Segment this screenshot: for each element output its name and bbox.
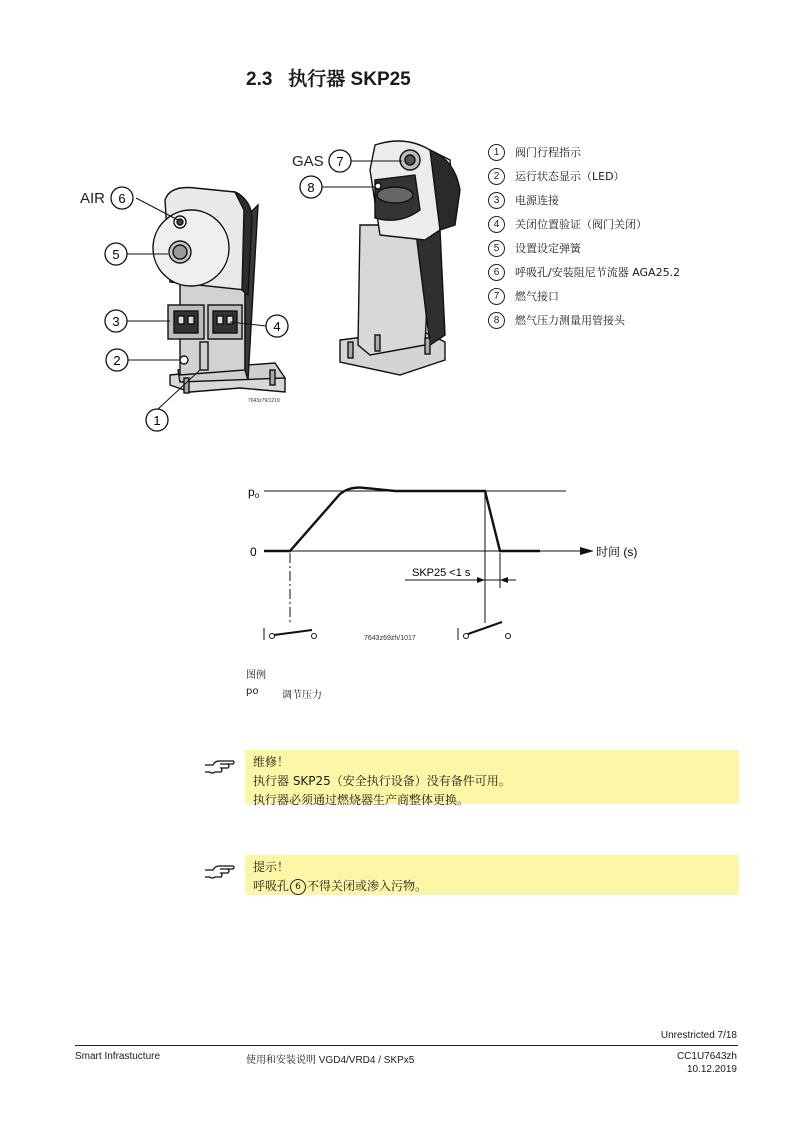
svg-text:1: 1 — [153, 413, 161, 428]
callout-1 — [146, 409, 168, 431]
pointing-hand-icon — [203, 862, 237, 882]
callout-5 — [105, 243, 127, 265]
key-heading: 图例 — [246, 670, 266, 681]
section-heading: 执行器 SKP25 — [288, 69, 411, 90]
legend-number: 6 — [488, 264, 505, 281]
legend-number: 8 — [488, 312, 505, 329]
note-maintenance-line: 执行器 SKP25（安全执行设备）没有备件可用。 — [253, 774, 511, 788]
callout-2 — [106, 349, 128, 371]
footer-doc-title: 使用和安装说明 VGD4/VRD4 / SKPx5 — [246, 1055, 415, 1066]
note-maintenance — [245, 750, 739, 807]
legend-item: 8 燃气压力测量用管接头 — [488, 308, 778, 332]
figure-code: 7643z79/1219 — [248, 398, 280, 404]
key-definition: 调节压力 — [282, 690, 322, 701]
x-axis-label: 时间 (s) — [596, 545, 638, 559]
y-top-label: po — [248, 485, 260, 500]
callout-6 — [80, 187, 133, 209]
legend-item: 5 设置设定弹簧 — [488, 236, 778, 260]
svg-text:3: 3 — [112, 314, 120, 329]
switch-closed-symbol — [264, 628, 317, 640]
diagram-code: 7643z69zh/1017 — [364, 635, 416, 642]
note-maintenance-title: 维修！ — [253, 755, 290, 769]
closing-time-annotation: SKP25 <1 s — [412, 567, 471, 579]
legend-item: 4 关闭位置验证（阀门关闭） — [488, 212, 778, 236]
footer-classification: Unrestricted 7/18 — [660, 1030, 737, 1041]
actuator-figure — [70, 130, 470, 440]
air-label: AIR — [80, 190, 106, 207]
note-hint — [245, 855, 739, 895]
key-term: po — [246, 686, 259, 697]
actuator-right-drawing — [340, 141, 460, 375]
legend-number: 3 — [488, 192, 505, 209]
legend-list — [488, 140, 778, 332]
callout-7 — [292, 150, 351, 172]
legend-item: 7 燃气接口 — [488, 284, 778, 308]
note-maintenance-line: 执行器必须通过燃烧器生产商整体更换。 — [253, 793, 470, 807]
callout-4 — [266, 315, 288, 337]
svg-text:5: 5 — [112, 247, 120, 262]
time-axis-arrow — [580, 547, 594, 555]
footer-date: 10.12.2019 — [686, 1064, 737, 1075]
note-hint-title: 提示！ — [253, 860, 290, 874]
pressure-curve — [264, 488, 540, 551]
actuator-left-drawing — [153, 188, 285, 394]
legend-number: 4 — [488, 216, 505, 233]
note-hint-line: 呼吸孔 6 不得关闭或渗入污物。 — [253, 879, 428, 893]
svg-text:7: 7 — [336, 154, 344, 169]
section-number: 2.3 — [246, 69, 273, 90]
legend-number: 5 — [488, 240, 505, 257]
svg-text:2: 2 — [113, 353, 121, 368]
legend-number: 1 — [488, 144, 505, 161]
legend-item: 3 电源连接 — [488, 188, 778, 212]
switch-open-symbol — [458, 622, 511, 640]
pointing-hand-icon — [203, 757, 237, 777]
legend-item: 6 呼吸孔/安装阻尼节流器 AGA25.2 — [488, 260, 778, 284]
svg-text:6: 6 — [118, 191, 126, 206]
gas-label: GAS — [292, 153, 324, 170]
svg-text:4: 4 — [273, 319, 281, 334]
footer-company: Smart Infrastucture — [75, 1051, 161, 1062]
legend-number: 7 — [488, 288, 505, 305]
callout-3 — [105, 310, 127, 332]
footer-doc-id: CC1U7643zh — [676, 1051, 737, 1062]
footer-divider — [75, 1045, 738, 1046]
section-title — [246, 64, 411, 91]
callout-8 — [300, 176, 322, 198]
legend-item: 2 运行状态显示（LED） — [488, 164, 778, 188]
legend-number: 2 — [488, 168, 505, 185]
svg-text:8: 8 — [307, 180, 315, 195]
timing-diagram — [240, 478, 660, 648]
legend-item: 1 阀门行程指示 — [488, 140, 778, 164]
y-zero-label: 0 — [250, 545, 257, 559]
